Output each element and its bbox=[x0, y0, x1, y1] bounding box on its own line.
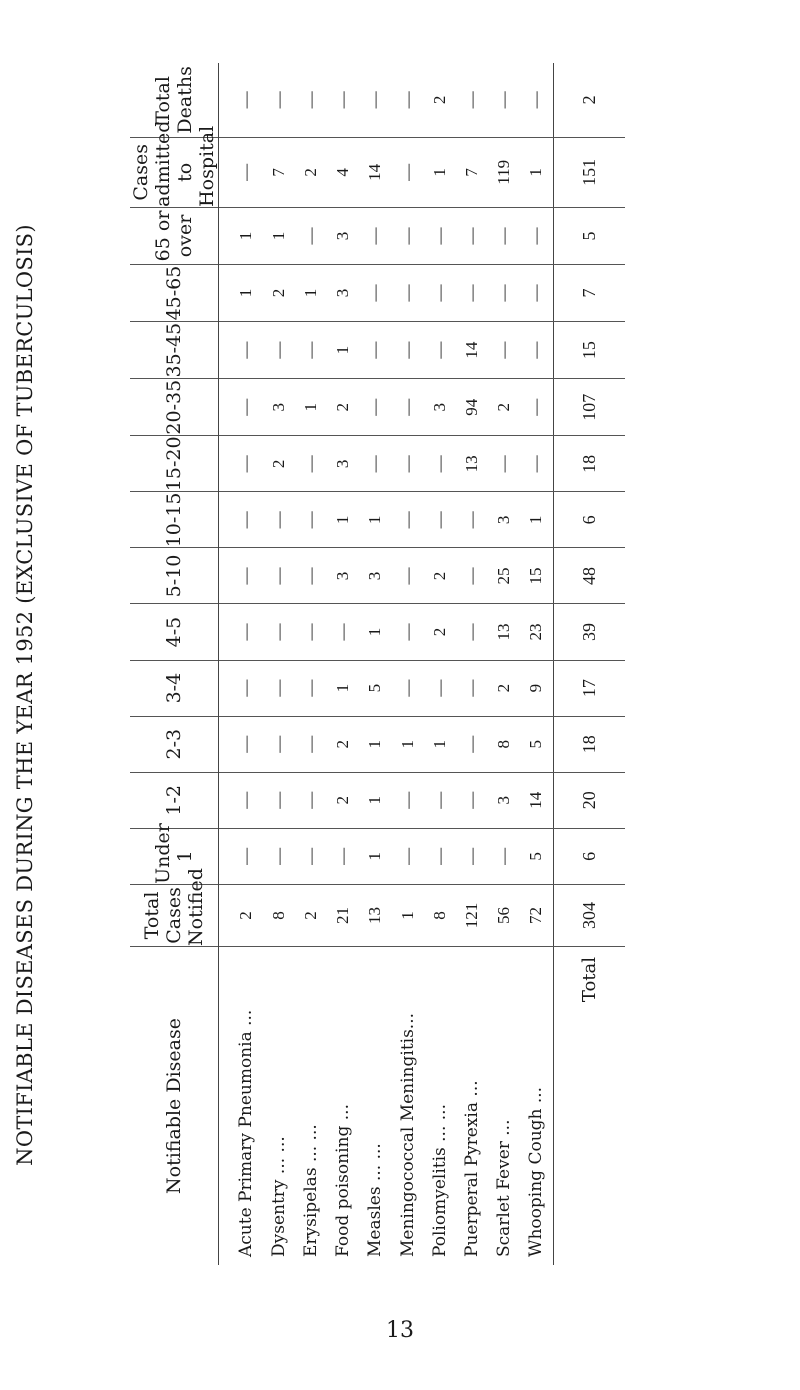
table-cell: — bbox=[392, 264, 424, 321]
table-cell: — bbox=[424, 207, 456, 264]
table-cell: — bbox=[263, 772, 295, 828]
table-row bbox=[520, 63, 553, 1265]
table-cell: — bbox=[392, 548, 424, 604]
table-cell: 21 bbox=[327, 884, 359, 946]
table-cell: 72 bbox=[520, 884, 553, 946]
column-header: 5-10 bbox=[130, 548, 219, 604]
page-number: 13 bbox=[386, 1318, 414, 1343]
table-cell: — bbox=[456, 660, 488, 716]
disease-name: Meningococcal Meningitis... bbox=[392, 946, 424, 1265]
table-cell: — bbox=[424, 772, 456, 828]
table-cell: 5 bbox=[553, 207, 625, 264]
column-header: Cases admitted to Hospital bbox=[130, 120, 218, 207]
table-cell: 17 bbox=[553, 660, 625, 716]
table-cell: — bbox=[263, 322, 295, 379]
table-cell: 3 bbox=[327, 436, 359, 492]
table-cell: 20 bbox=[553, 772, 625, 828]
column-header: 45-65 bbox=[130, 264, 219, 321]
table-cell: 3 bbox=[359, 548, 391, 604]
table-cell: — bbox=[235, 91, 255, 109]
table-cell: — bbox=[295, 207, 327, 264]
table-cell: 7 bbox=[263, 137, 295, 207]
table-cell: — bbox=[424, 322, 456, 379]
table-cell: — bbox=[263, 716, 295, 772]
disease-name: Measles ... ... bbox=[359, 946, 391, 1265]
column-header: Notifiable Disease bbox=[130, 946, 219, 1265]
table-cell: 1 bbox=[392, 884, 424, 946]
column-header: 4-5 bbox=[130, 604, 219, 660]
table-cell: — bbox=[520, 264, 553, 321]
table-cell: 2 bbox=[295, 884, 327, 946]
table-cell: — bbox=[219, 436, 263, 492]
table-cell: — bbox=[359, 436, 391, 492]
table-cell: 8 bbox=[424, 884, 456, 946]
table-cell: — bbox=[392, 604, 424, 660]
table-cell: — bbox=[392, 492, 424, 548]
table-cell: 1 bbox=[359, 772, 391, 828]
notifiable-diseases-table bbox=[130, 63, 625, 1265]
table-cell: — bbox=[359, 264, 391, 321]
table-cell: — bbox=[488, 264, 520, 321]
table-cell: — bbox=[488, 322, 520, 379]
table-cell: — bbox=[456, 492, 488, 548]
table-cell: 2 bbox=[327, 772, 359, 828]
table-cell: 6 bbox=[553, 828, 625, 884]
table-cell: — bbox=[263, 828, 295, 884]
table-cell: — bbox=[327, 604, 359, 660]
table-cell: 13 bbox=[488, 604, 520, 660]
column-header: Total Cases Notified bbox=[130, 884, 219, 946]
table-cell: 1 bbox=[219, 264, 263, 321]
table-cell: 1 bbox=[392, 716, 424, 772]
table-cell: 2 bbox=[295, 137, 327, 207]
column-header: Under 1 bbox=[130, 828, 219, 884]
disease-name: Acute Primary Pneumonia ... bbox=[219, 946, 263, 1265]
table-cell: — bbox=[424, 436, 456, 492]
table-cell: 5 bbox=[359, 660, 391, 716]
table-cell: — bbox=[295, 772, 327, 828]
table-cell: 3 bbox=[488, 492, 520, 548]
table-cell: 9 bbox=[520, 660, 553, 716]
table-cell: 2 bbox=[429, 95, 449, 105]
disease-name: Poliomyelitis ... ... bbox=[424, 946, 456, 1265]
table-row bbox=[219, 63, 263, 1265]
disease-name: Dysentry ... ... bbox=[263, 946, 295, 1265]
table-cell: — bbox=[219, 772, 263, 828]
table-cell: — bbox=[520, 207, 553, 264]
table-cell: 2 bbox=[488, 660, 520, 716]
table-cell: 2 bbox=[263, 264, 295, 321]
table-cell: 1 bbox=[359, 604, 391, 660]
disease-name: Total bbox=[553, 946, 625, 1265]
table-cell: — bbox=[219, 492, 263, 548]
table-row bbox=[359, 63, 391, 1265]
table-cell: 8 bbox=[263, 884, 295, 946]
table-cell: 2 bbox=[327, 379, 359, 436]
table-cell: — bbox=[219, 548, 263, 604]
table-cell: 1 bbox=[424, 137, 456, 207]
table-cell: 1 bbox=[327, 660, 359, 716]
table-cell: 18 bbox=[553, 716, 625, 772]
table-cell: 1 bbox=[327, 322, 359, 379]
table-cell: — bbox=[263, 492, 295, 548]
table-cell: 15 bbox=[520, 548, 553, 604]
table-cell: 48 bbox=[553, 548, 625, 604]
column-header: 2-3 bbox=[130, 716, 219, 772]
table-cell: — bbox=[359, 379, 391, 436]
table-cell: — bbox=[424, 660, 456, 716]
table-cell: — bbox=[424, 492, 456, 548]
table-row bbox=[263, 63, 295, 1265]
table-cell: — bbox=[327, 828, 359, 884]
table-cell: 7 bbox=[553, 264, 625, 321]
table-cell: 1 bbox=[263, 207, 295, 264]
table-row bbox=[424, 63, 456, 1265]
column-header: 3-4 bbox=[130, 660, 219, 716]
table-cell: — bbox=[520, 322, 553, 379]
table-cell: 56 bbox=[488, 884, 520, 946]
table-cell: — bbox=[268, 91, 288, 109]
table-cell: — bbox=[392, 207, 424, 264]
table-cell: — bbox=[392, 436, 424, 492]
table-cell: 1 bbox=[295, 379, 327, 436]
table-cell: — bbox=[392, 660, 424, 716]
column-header: 65 or over bbox=[130, 207, 219, 264]
table-cell: 15 bbox=[553, 322, 625, 379]
table-cell: 1 bbox=[520, 137, 553, 207]
table-cell: 2 bbox=[553, 63, 625, 137]
table-cell: 23 bbox=[520, 604, 553, 660]
page-title: NOTIFIABLE DISEASES DURING THE YEAR 1952 (EXCLUSIVE OF TUBERCULOSIS) bbox=[13, 224, 37, 1166]
table-cell: — bbox=[295, 716, 327, 772]
table-row bbox=[295, 63, 327, 1265]
table-cell: 14 bbox=[456, 322, 488, 379]
table-cell: 13 bbox=[456, 436, 488, 492]
table-cell: — bbox=[392, 137, 424, 207]
table-cell: — bbox=[295, 322, 327, 379]
table-cell: — bbox=[456, 716, 488, 772]
table-cell: — bbox=[219, 379, 263, 436]
table-cell: 2 bbox=[263, 436, 295, 492]
table-cell: 18 bbox=[553, 436, 625, 492]
table-cell: — bbox=[295, 548, 327, 604]
table-cell: 5 bbox=[520, 716, 553, 772]
table-cell: 107 bbox=[553, 379, 625, 436]
table-cell: — bbox=[424, 264, 456, 321]
table-cell: 3 bbox=[327, 548, 359, 604]
table-cell: — bbox=[263, 548, 295, 604]
table-row bbox=[456, 63, 488, 1265]
table-cell: 1 bbox=[359, 828, 391, 884]
table-cell: — bbox=[263, 660, 295, 716]
table-cell: — bbox=[392, 322, 424, 379]
table-cell: 2 bbox=[424, 548, 456, 604]
table-cell: — bbox=[295, 660, 327, 716]
table-row bbox=[327, 63, 359, 1265]
table-cell: 3 bbox=[488, 772, 520, 828]
table-cell: 14 bbox=[520, 772, 553, 828]
table-cell: 8 bbox=[488, 716, 520, 772]
table-cell: — bbox=[456, 548, 488, 604]
table-row bbox=[392, 63, 424, 1265]
table-cell: — bbox=[219, 604, 263, 660]
table-cell: 14 bbox=[359, 137, 391, 207]
table-cell: — bbox=[295, 604, 327, 660]
table-cell: — bbox=[526, 91, 546, 109]
table-cell: — bbox=[392, 772, 424, 828]
table-cell: 1 bbox=[219, 207, 263, 264]
table-cell: 4 bbox=[327, 137, 359, 207]
table-cell: — bbox=[219, 828, 263, 884]
table-cell: — bbox=[456, 772, 488, 828]
table-cell: 2 bbox=[488, 379, 520, 436]
column-header: 10-15 bbox=[130, 492, 219, 548]
table-cell: 1 bbox=[295, 264, 327, 321]
table-cell: — bbox=[456, 264, 488, 321]
table-cell: — bbox=[333, 91, 353, 109]
table-cell: 2 bbox=[424, 604, 456, 660]
table-row bbox=[488, 63, 520, 1265]
table-cell: — bbox=[494, 91, 514, 109]
table-cell: 3 bbox=[327, 207, 359, 264]
table-cell: — bbox=[301, 91, 321, 109]
disease-name: Food poisoning ... bbox=[327, 946, 359, 1265]
table-cell: 1 bbox=[520, 492, 553, 548]
column-header: 20-35 bbox=[130, 379, 219, 436]
table-cell: — bbox=[263, 604, 295, 660]
column-header: 35-45 bbox=[130, 322, 219, 379]
table-cell: 25 bbox=[488, 548, 520, 604]
table-cell: — bbox=[488, 436, 520, 492]
column-header: 15-20 bbox=[130, 436, 219, 492]
column-header: Total Deaths bbox=[130, 63, 219, 137]
table-cell: — bbox=[295, 492, 327, 548]
table-cell: — bbox=[520, 436, 553, 492]
table-cell: — bbox=[359, 322, 391, 379]
table-cell: 121 bbox=[456, 884, 488, 946]
table-cell: — bbox=[219, 716, 263, 772]
table-cell: 119 bbox=[488, 137, 520, 207]
table-cell: — bbox=[295, 828, 327, 884]
table-cell: 3 bbox=[263, 379, 295, 436]
table-cell: 304 bbox=[553, 884, 625, 946]
table-cell: — bbox=[456, 207, 488, 264]
disease-name: Scarlet Fever ... bbox=[488, 946, 520, 1265]
column-header: 1-2 bbox=[130, 772, 219, 828]
table-cell: — bbox=[219, 322, 263, 379]
table-cell: 1 bbox=[359, 492, 391, 548]
table-cell: — bbox=[461, 91, 481, 109]
disease-name: Erysipelas ... ... bbox=[295, 946, 327, 1265]
table-frame bbox=[130, 63, 625, 1265]
table-cell: — bbox=[392, 379, 424, 436]
table-cell: 2 bbox=[327, 716, 359, 772]
table-cell: 3 bbox=[424, 379, 456, 436]
table-cell: — bbox=[219, 137, 263, 207]
table-cell: 1 bbox=[327, 492, 359, 548]
table-cell: — bbox=[488, 207, 520, 264]
table-cell: 3 bbox=[327, 264, 359, 321]
table-cell: — bbox=[520, 379, 553, 436]
table-cell: — bbox=[365, 91, 385, 109]
table-cell: 1 bbox=[424, 716, 456, 772]
disease-name: Whooping Cough ... bbox=[520, 946, 553, 1265]
table-cell: 2 bbox=[219, 884, 263, 946]
table-cell: — bbox=[392, 828, 424, 884]
table-cell: — bbox=[397, 91, 417, 109]
table-cell: — bbox=[295, 436, 327, 492]
table-cell: 151 bbox=[553, 137, 625, 207]
total-row bbox=[553, 63, 625, 1265]
header-row bbox=[130, 63, 219, 1265]
table-cell: 6 bbox=[553, 492, 625, 548]
table-cell: — bbox=[456, 828, 488, 884]
table-cell: — bbox=[219, 660, 263, 716]
table-cell: — bbox=[456, 604, 488, 660]
table-cell: — bbox=[424, 828, 456, 884]
table-cell: 1 bbox=[359, 716, 391, 772]
table-cell: — bbox=[359, 207, 391, 264]
table-cell: 94 bbox=[456, 379, 488, 436]
table-cell: 13 bbox=[359, 884, 391, 946]
table-cell: — bbox=[488, 828, 520, 884]
table-cell: 5 bbox=[520, 828, 553, 884]
table-cell: 7 bbox=[456, 137, 488, 207]
table-cell: 39 bbox=[553, 604, 625, 660]
disease-name: Puerperal Pyrexia ... bbox=[456, 946, 488, 1265]
